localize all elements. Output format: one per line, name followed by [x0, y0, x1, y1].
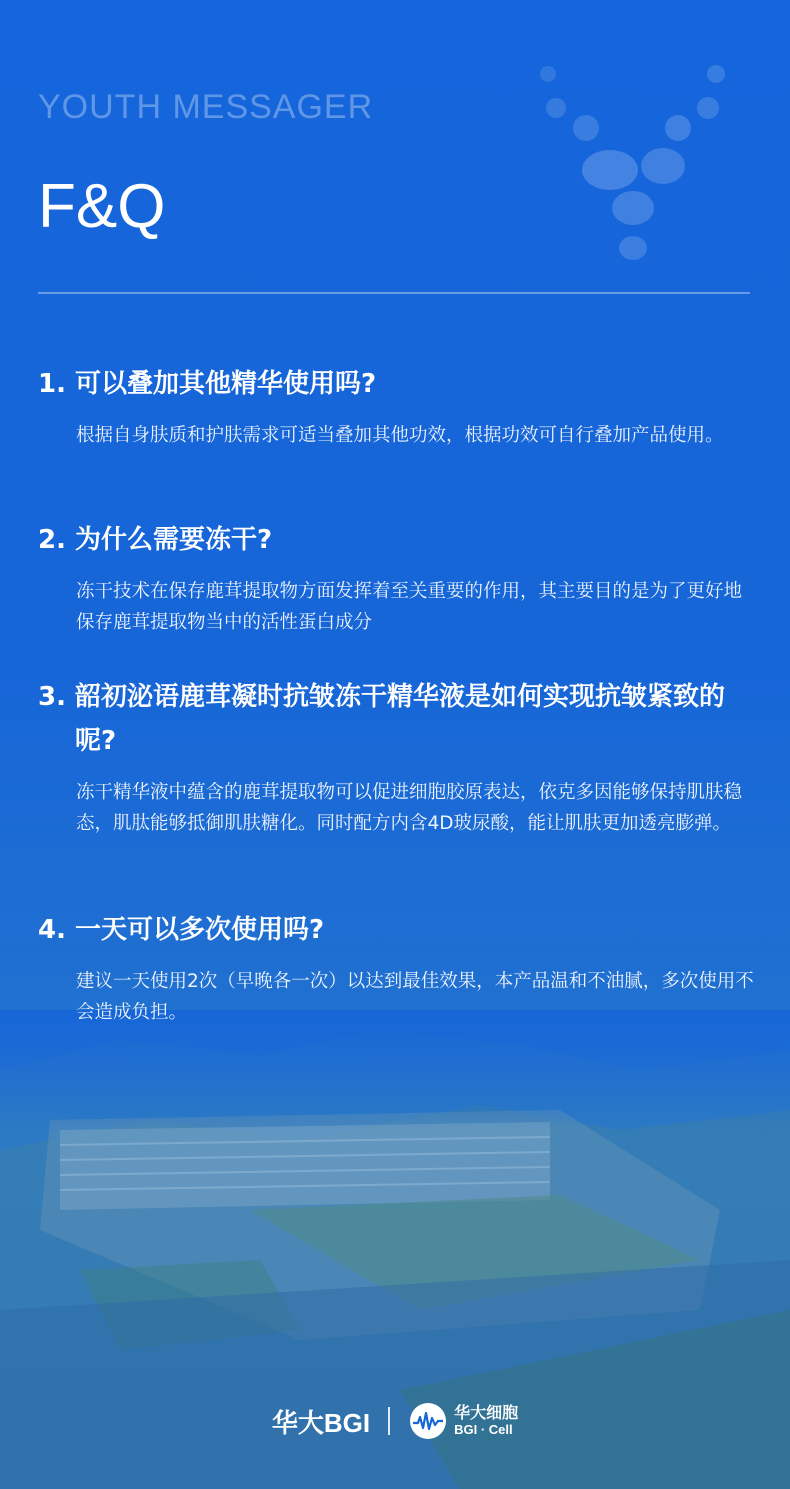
bgi-cell-icon	[408, 1401, 448, 1441]
faq-question-text: 为什么需要冻干?	[75, 525, 273, 555]
faq-number: 1.	[38, 369, 66, 399]
faq-question	[38, 675, 760, 763]
page-title: F&Q	[38, 172, 166, 241]
brand-watermark: YOUTH MESSAGER	[38, 88, 374, 126]
faq-question-text: 可以叠加其他精华使用吗?	[75, 369, 377, 399]
bgi-cell-logo	[408, 1401, 518, 1441]
bgi-cell-en: BGI · Cell	[454, 1422, 513, 1437]
faq-item-4	[38, 908, 760, 1028]
bgi-logo: 华大BGI	[271, 1407, 371, 1438]
faq-number: 2.	[38, 525, 66, 555]
faq-question-text: 一天可以多次使用吗?	[75, 915, 325, 945]
footer-logos	[0, 1396, 790, 1446]
logo-divider	[388, 1407, 390, 1435]
bgi-cell-cn: 华大细胞	[454, 1403, 519, 1422]
faq-question	[38, 362, 760, 406]
faq-number: 3.	[38, 682, 66, 712]
faq-answer: 冻干技术在保存鹿茸提取物方面发挥着至关重要的作用，其主要目的是为了更好地保存鹿茸提取物当中的活性蛋白成分	[76, 581, 743, 633]
faq-answer: 冻干精华液中蕴含的鹿茸提取物可以促进细胞胶原表达，依克多因能够保持肌肤稳态，肌肽能够抵御肌肤糖化。同时配方内含4D玻尿酸，能让肌肤更加透亮膨弹。	[76, 782, 743, 834]
faq-number: 4.	[38, 915, 66, 945]
faq-answer: 建议一天使用2次（早晚各一次）以达到最佳效果，本产品温和不油腻，多次使用不会造成负担。	[76, 971, 754, 1023]
title-divider	[38, 292, 750, 294]
faq-question	[38, 908, 760, 952]
faq-item-2	[38, 518, 760, 638]
faq-question	[38, 518, 760, 562]
decorative-dots-logo	[530, 58, 730, 268]
faq-item-1	[38, 362, 760, 451]
faq-item-3	[38, 675, 760, 839]
faq-question-text: 韶初泌语鹿茸凝时抗皱冻干精华液是如何实现抗皱紧致的呢?	[75, 682, 726, 756]
faq-answer: 根据自身肤质和护肤需求可适当叠加其他功效，根据功效可自行叠加产品使用。	[76, 425, 724, 446]
